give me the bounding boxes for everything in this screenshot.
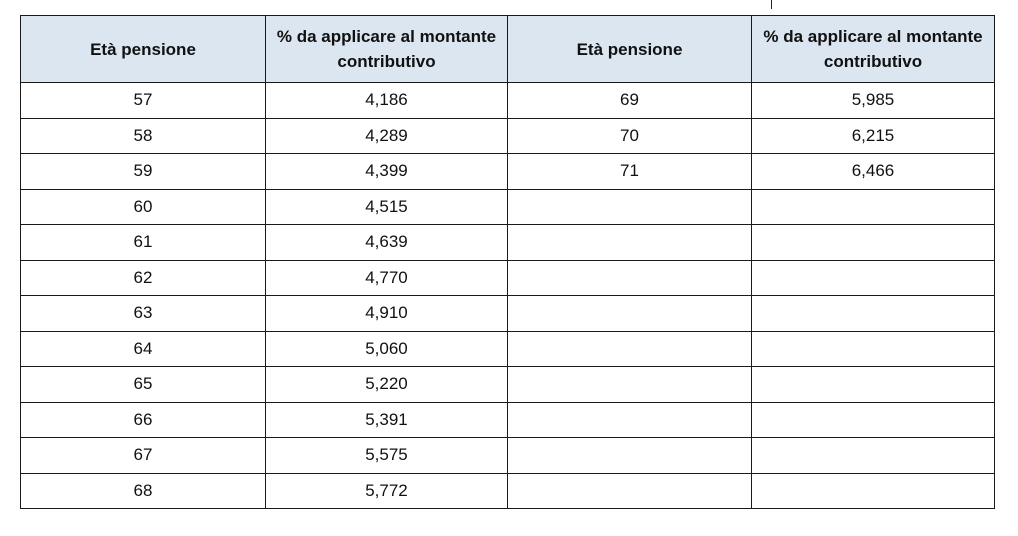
table-row [21, 473, 995, 509]
age-cell: 64 [21, 331, 266, 367]
percent-cell [752, 331, 995, 367]
percent-cell: 4,399 [266, 154, 508, 190]
percent-cell: 5,391 [266, 402, 508, 438]
age-cell: 61 [21, 225, 266, 261]
percent-cell: 6,215 [752, 118, 995, 154]
header-age-left: Età pensione [21, 16, 266, 83]
age-cell: 67 [21, 438, 266, 474]
age-cell: 69 [508, 83, 752, 119]
percent-cell [752, 473, 995, 509]
age-cell: 65 [21, 367, 266, 403]
age-cell [508, 260, 752, 296]
percent-cell: 5,985 [752, 83, 995, 119]
percent-cell: 4,515 [266, 189, 508, 225]
percent-cell [752, 367, 995, 403]
table-row [21, 154, 995, 190]
coefficients-table [20, 15, 995, 509]
table-row [21, 402, 995, 438]
table-row [21, 260, 995, 296]
edge-tick-mark [771, 0, 772, 9]
table-row [21, 438, 995, 474]
percent-cell: 4,186 [266, 83, 508, 119]
table-row [21, 296, 995, 332]
percent-cell: 6,466 [752, 154, 995, 190]
header-percent-right: % da applicare al montante contributivo [752, 16, 995, 83]
percent-cell: 4,289 [266, 118, 508, 154]
percent-cell [752, 189, 995, 225]
header-row [21, 16, 995, 83]
percent-cell: 4,639 [266, 225, 508, 261]
age-cell: 60 [21, 189, 266, 225]
percent-cell [752, 296, 995, 332]
age-cell [508, 331, 752, 367]
age-cell [508, 367, 752, 403]
age-cell [508, 438, 752, 474]
age-cell [508, 296, 752, 332]
age-cell: 59 [21, 154, 266, 190]
percent-cell [752, 438, 995, 474]
percent-cell: 4,910 [266, 296, 508, 332]
age-cell: 66 [21, 402, 266, 438]
age-cell: 63 [21, 296, 266, 332]
table-row [21, 367, 995, 403]
age-cell: 58 [21, 118, 266, 154]
percent-cell [752, 402, 995, 438]
table-row [21, 118, 995, 154]
age-cell: 71 [508, 154, 752, 190]
table-row [21, 331, 995, 367]
percent-cell: 5,575 [266, 438, 508, 474]
percent-cell: 5,220 [266, 367, 508, 403]
age-cell [508, 402, 752, 438]
age-cell [508, 225, 752, 261]
header-age-right: Età pensione [508, 16, 752, 83]
header-percent-left: % da applicare al montante contributivo [266, 16, 508, 83]
percent-cell: 5,772 [266, 473, 508, 509]
percent-cell: 4,770 [266, 260, 508, 296]
percent-cell [752, 225, 995, 261]
percent-cell [752, 260, 995, 296]
age-cell: 68 [21, 473, 266, 509]
table-row [21, 189, 995, 225]
age-cell: 57 [21, 83, 266, 119]
table-row [21, 83, 995, 119]
percent-cell: 5,060 [266, 331, 508, 367]
age-cell [508, 473, 752, 509]
age-cell: 70 [508, 118, 752, 154]
age-cell [508, 189, 752, 225]
age-cell: 62 [21, 260, 266, 296]
table-row [21, 225, 995, 261]
